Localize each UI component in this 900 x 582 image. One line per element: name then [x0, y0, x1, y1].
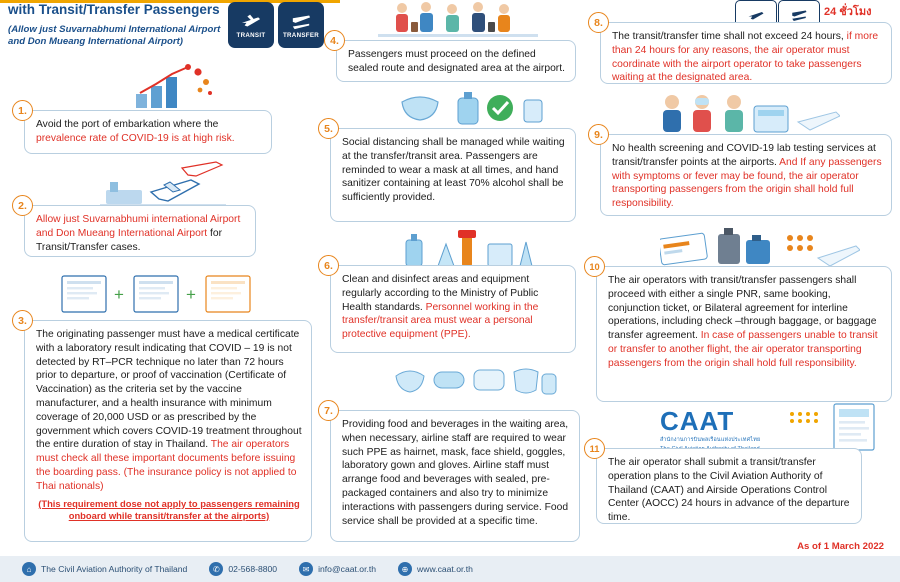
- item-number-11: 11: [584, 438, 605, 459]
- documents-illustration: [58, 272, 268, 323]
- item-card-5: [330, 128, 576, 222]
- item-number-8: 8.: [588, 12, 609, 33]
- item-card-7: [330, 410, 580, 542]
- as-of-date: As of 1 March 2022: [797, 541, 884, 552]
- item-9-text: No health screening and COVID-19 lab testing services at transit/transfer points at the airports.: [612, 143, 876, 168]
- airplane-transit-icon: [240, 11, 262, 31]
- footer-phone-label: 02-568-8800: [228, 564, 278, 574]
- item-8-text: The transit/transfer time shall not exceed 24 hours,: [612, 31, 847, 42]
- item-1-text-highlight: prevalence rate of COVID-19 is at high risk.: [36, 132, 235, 144]
- item-number-5: 5.: [318, 118, 339, 139]
- page-subtitle: (Allow just Suvarnabhumi International Airport and Don Mueang International Airport): [8, 24, 221, 47]
- item-number-4: 4.: [324, 30, 345, 51]
- item-6-text: Clean and disinfect areas and equipment regularly according to the Ministry of Public Health standards.: [342, 274, 539, 313]
- health-screening-illustration: [650, 90, 840, 139]
- caat-logo: [660, 408, 760, 452]
- footer-email-label: info@caat.or.th: [318, 564, 377, 574]
- airplane-transit-outline-icon: [747, 8, 765, 22]
- svg-text:+: +: [186, 285, 196, 304]
- item-2-text: for Transit/Transfer cases.: [36, 227, 223, 253]
- item-card-10: [596, 266, 892, 402]
- svg-text:+: +: [114, 285, 124, 304]
- mail-icon: ✉: [299, 562, 313, 576]
- transit-badge: [228, 2, 274, 48]
- item-card-11: [596, 448, 862, 524]
- item-number-7: 7.: [318, 400, 339, 421]
- airplane-transfer-icon: [290, 11, 312, 31]
- footer-org-label: The Civil Aviation Authority of Thailand: [41, 564, 188, 574]
- item-7-text: Providing food and beverages in the waiting area, when necessary, airline staff are required to wear such PPE as hairnet, mask, face shield, goggles, laboratory gown and gloves. Airline staff must arrange food and beverages with sealed, pre-packaged containers and also try to minimize interactions with passengers during service. Food service shall be provided at a specific time.: [342, 419, 569, 527]
- item-3-text: The originating passenger must have a medical certificate with a laboratory result indicating that COVID – 19 is not detected by RT–PCR technique no later than 72 hours prior to departure, or proof of vaccination (Certificate of Vaccination) as the criteria set by the vaccine manufacturer, and a health insurance with minimum coverage of 20,000 USD or as prescribed by the government which covers COVID-19 treatment throughout the entire duration of stay in Thailand.: [36, 329, 302, 451]
- caat-logo-word: CAAT: [660, 406, 735, 436]
- transfer-badge: [278, 2, 324, 48]
- item-1-text: Avoid the port of embarkation where the: [36, 119, 219, 130]
- item-6-text-highlight: Personnel working in the transfer/transit area must wear a personal protective equipment (PPE).: [342, 301, 539, 341]
- transit-badge-label: TRANSIT: [236, 32, 266, 39]
- item-3-text-highlight: The air operators must check all these important documents before issuing the boarding pass. (The insurance policy is not applied to Thai nationals): [36, 439, 297, 492]
- item-number-10: 10: [584, 256, 605, 277]
- item-10-text: The air operators with transit/transfer passengers shall proceed with either a single PNR, same booking, conjunction ticket, or Bilateral agreement for interline operations, including check –through baggage, or baggage transfer agreement.: [608, 275, 877, 342]
- airplane-transfer-outline-icon: [790, 8, 808, 22]
- mask-sanitizer-illustration: [396, 88, 556, 133]
- footer-phone[interactable]: [209, 562, 277, 576]
- item-card-3: [24, 320, 312, 542]
- footer-bar: [0, 556, 900, 582]
- item-number-2: 2.: [12, 195, 33, 216]
- item-number-6: 6.: [318, 255, 339, 276]
- item-card-2: [24, 205, 256, 257]
- page-title: with Transit/Transfer Passengers: [8, 2, 220, 17]
- hours-note: 24 ชั่วโมง: [824, 6, 872, 18]
- globe-icon: ⊕: [398, 562, 412, 576]
- item-11-text: The air operator shall submit a transit/transfer operation plans to the Civil Aviation Authority of Thailand (CAAT) and Airside Operations Control Center (AOCC) 24 hours in advance of the departure time.: [608, 457, 850, 524]
- transfer-badge-label: TRANSFER: [282, 32, 320, 39]
- item-card-8: [600, 22, 892, 84]
- risk-chart-illustration: [130, 60, 222, 115]
- item-10-text-highlight: In case of passengers unable to transit or transfer to another flight, the air operator transporting passengers from the origin shall hold full responsibility.: [608, 330, 878, 369]
- item-8-text-highlight: if more than 24 hours for any reasons, the air operator must coordinate with the airport operator to take passengers waiting at the designated area.: [612, 31, 879, 84]
- footer-org: [22, 562, 187, 576]
- item-card-4: [336, 40, 576, 82]
- item-number-3: 3.: [12, 310, 33, 331]
- item-number-9: 9.: [588, 124, 609, 145]
- item-3-footnote: (This requirement dose not apply to passengers remaining onboard while transit/transfer at the airports): [38, 497, 300, 521]
- footer-website-label: www.caat.or.th: [417, 564, 473, 574]
- item-9-text-highlight: And If any passengers with symptoms or fever may be found, the air operator transporting passengers from the origin shall hold full responsibility.: [612, 156, 882, 210]
- item-4-text: Passengers must proceed on the defined sealed route and designated area at the airport.: [348, 49, 565, 74]
- home-icon: ⌂: [22, 562, 36, 576]
- footer-website[interactable]: [398, 562, 473, 576]
- item-number-1: 1.: [12, 100, 33, 121]
- caat-logo-thai-sub: สำนักงานการบินพลเรือนแห่งประเทศไทย: [660, 437, 761, 443]
- footer-email[interactable]: [299, 562, 376, 576]
- ppe-items-illustration: [390, 360, 560, 407]
- phone-icon: ✆: [209, 562, 223, 576]
- item-card-1: [24, 110, 272, 154]
- item-5-text: Social distancing shall be managed while waiting at the transfer/transit area. Passengers are reminded to wear a mask at all times, and hand sanitizer containing at least 70% alcohol shall be sufficiently provided.: [342, 137, 565, 204]
- item-card-6: [330, 265, 576, 353]
- item-2-text-highlight: Allow just Suvarnabhumi international Airport and Don Mueang International Airport: [36, 214, 241, 239]
- dot-grid-decoration: [790, 412, 819, 423]
- item-card-9: [600, 134, 892, 216]
